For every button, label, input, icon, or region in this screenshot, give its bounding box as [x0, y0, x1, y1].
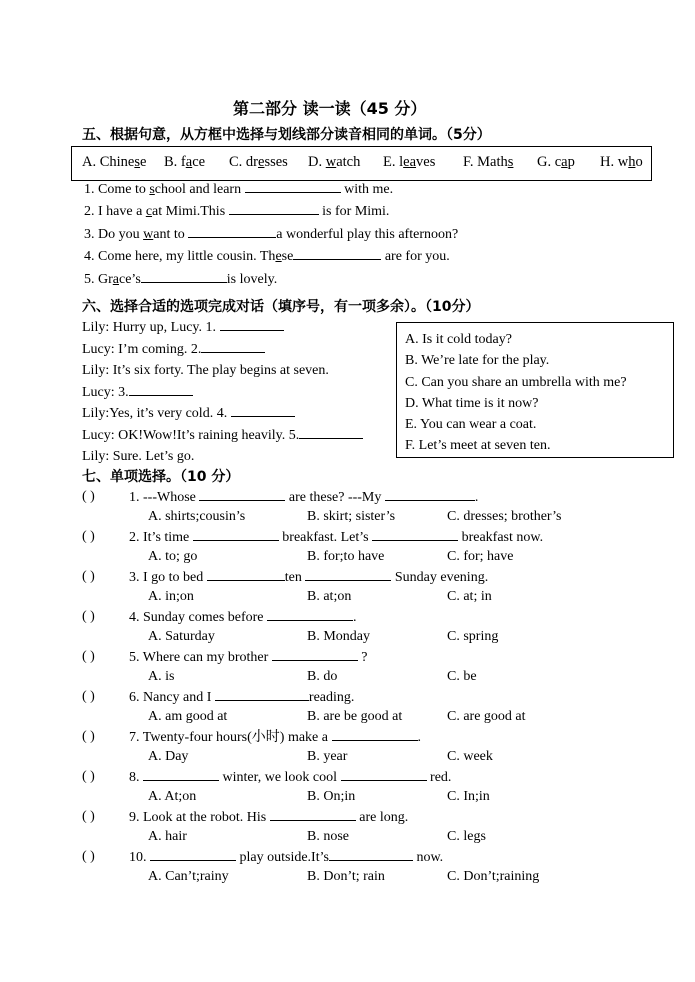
choice-option: D. What time is it now?	[405, 395, 539, 411]
item-underlined-letter: c	[145, 204, 153, 219]
option-a[interactable]: A. Saturday	[148, 629, 215, 644]
item-underlined-letter: w	[143, 227, 154, 242]
question-stem	[129, 567, 488, 588]
item-text: is for Mimi.	[318, 204, 390, 219]
question-text: now.	[412, 850, 444, 865]
question-text: 2. It’s time	[129, 530, 193, 545]
option-c[interactable]: C. legs	[447, 829, 486, 844]
choice-option: B. We’re late for the play.	[405, 353, 550, 369]
question-text: ?	[357, 650, 368, 665]
item-text: 1. Come to	[84, 182, 150, 197]
question-text: reading.	[308, 690, 355, 705]
question-text: 1. ---Whose	[129, 490, 200, 505]
answer-blank[interactable]	[372, 527, 458, 541]
option-underlined-part: a	[185, 154, 193, 170]
option-underlined-part: a	[561, 154, 568, 170]
section5-heading: 五、根据句意，从方框中选择与划线部分读音相同的单词。（5分）	[82, 127, 491, 143]
question-text: .	[474, 490, 479, 505]
question-text: red.	[426, 770, 452, 785]
option-b[interactable]: B. year	[307, 749, 348, 764]
question-stem	[129, 847, 443, 868]
answer-blank[interactable]	[129, 382, 193, 396]
dialogue-text: Lily: Sure. Let’s go.	[82, 449, 195, 464]
answer-blank[interactable]	[199, 487, 285, 501]
option-word-part: dr	[245, 154, 259, 170]
item-text: 2. I have a	[84, 204, 146, 219]
word-option	[164, 154, 205, 171]
answer-blank[interactable]	[329, 847, 413, 861]
item-text: are for you.	[381, 249, 450, 264]
item-text: a wonderful play this afternoon?	[276, 227, 459, 242]
word-option	[82, 154, 146, 171]
option-word-part: Chine	[99, 154, 135, 170]
option-b[interactable]: B. at;on	[307, 589, 352, 604]
option-a[interactable]: A. hair	[148, 829, 187, 844]
option-b[interactable]: B. On;in	[307, 789, 356, 804]
answer-blank[interactable]	[220, 317, 284, 331]
fill-in-item	[84, 246, 450, 265]
option-letter: C.	[229, 154, 246, 170]
section6-heading: 六、选择合适的选项完成对话（填序号，有一项多余）。（10分）	[82, 299, 480, 315]
item-underlined-letter: a	[112, 272, 119, 287]
item-text: is lovely.	[226, 272, 278, 287]
option-word-part: ce	[192, 154, 206, 170]
answer-paren[interactable]: ( )	[82, 729, 95, 744]
option-c[interactable]: C. be	[447, 669, 477, 684]
option-b[interactable]: B. Don’t; rain	[307, 869, 385, 884]
question-text: 5. Where can my brother	[129, 650, 272, 665]
question-text: 7. Twenty-four hours(小时) make a	[129, 730, 332, 745]
question-text: are long.	[355, 810, 409, 825]
word-option	[229, 154, 288, 171]
question-text: ten	[284, 570, 306, 585]
answer-paren[interactable]: ( )	[82, 689, 95, 704]
answer-blank[interactable]	[188, 224, 276, 238]
question-stem	[129, 767, 451, 788]
question-stem	[129, 647, 368, 668]
question-text: 9. Look at the robot. His	[129, 810, 270, 825]
word-option	[463, 154, 513, 171]
answer-blank[interactable]	[141, 269, 227, 283]
dialogue-text: Lily: Hurry up, Lucy. 1.	[82, 320, 220, 335]
option-b[interactable]: B. are be good at	[307, 709, 403, 724]
option-letter: A.	[82, 154, 100, 170]
question-text: play outside.It’s	[236, 850, 329, 865]
question-stem	[129, 687, 354, 708]
answer-paren[interactable]: ( )	[82, 769, 95, 784]
choice-option: A. Is it cold today?	[405, 332, 512, 347]
question-text: .	[353, 610, 357, 625]
option-letter: D.	[308, 154, 326, 170]
dialogue-text: Lily:Yes, it’s very cold. 4.	[82, 406, 231, 421]
answer-paren[interactable]: ( )	[82, 529, 95, 544]
answer-blank[interactable]	[267, 607, 353, 621]
word-option	[600, 154, 643, 171]
item-underlined-letter: e	[275, 249, 282, 264]
option-b[interactable]: B. nose	[307, 829, 349, 844]
fill-in-item	[84, 201, 389, 220]
option-word-part: e	[140, 154, 147, 170]
option-letter: F.	[463, 154, 478, 170]
choice-option: F. Let’s meet at seven ten.	[405, 438, 551, 454]
option-b[interactable]: B. Monday	[307, 629, 370, 644]
option-c[interactable]: C. In;in	[447, 789, 490, 804]
question-text: 3. I go to bed	[129, 570, 207, 585]
option-underlined-part: e	[258, 154, 265, 170]
dialogue-line	[82, 446, 363, 468]
dialogue-line	[82, 339, 363, 361]
answer-blank[interactable]	[299, 425, 363, 439]
question-stem	[129, 487, 478, 508]
option-word-part: f	[180, 154, 186, 170]
question-stem	[129, 727, 421, 748]
answer-blank[interactable]	[293, 246, 381, 260]
answer-paren[interactable]: ( )	[82, 809, 95, 824]
question-text: are these? ---My	[285, 490, 385, 505]
choices-list	[405, 329, 627, 457]
option-c[interactable]: C. spring	[447, 629, 499, 644]
option-word-part: atch	[336, 154, 361, 170]
section7-heading: 七、单项选择。（10 分）	[82, 469, 240, 485]
option-underlined-part: ea	[403, 154, 417, 170]
question-text: Sunday evening.	[391, 570, 489, 585]
option-underlined-part: w	[325, 154, 337, 170]
answer-paren[interactable]: ( )	[82, 489, 95, 504]
fill-in-item	[84, 224, 458, 243]
option-letter: G.	[537, 154, 555, 170]
answer-blank[interactable]	[305, 567, 391, 581]
choice-option: E. You can wear a coat.	[405, 417, 537, 433]
option-word-part: Math	[477, 154, 508, 170]
answer-paren[interactable]: ( )	[82, 609, 95, 624]
option-c[interactable]: C. at; in	[447, 589, 492, 604]
option-c[interactable]: C. for; have	[447, 549, 514, 564]
answer-blank[interactable]	[150, 847, 236, 861]
dialogue-text: Lucy: OK!Wow!It’s raining heavily. 5.	[82, 427, 300, 443]
option-a[interactable]: A. Can’t;rainy	[148, 869, 229, 884]
item-text: with me.	[340, 182, 394, 197]
question-text: breakfast now.	[458, 530, 544, 545]
option-letter: E.	[383, 154, 400, 170]
option-letter: H.	[600, 154, 618, 170]
item-text: 3. Do you	[84, 227, 144, 242]
option-word-part: ves	[416, 154, 436, 170]
option-letter: B.	[164, 154, 181, 170]
question-stem	[129, 607, 357, 628]
question-stem	[129, 807, 408, 828]
answer-paren[interactable]: ( )	[82, 649, 95, 664]
option-c[interactable]: C. are good at	[447, 709, 526, 724]
dialogue-text: Lucy: 3.	[82, 384, 129, 400]
item-text: at Mimi.This	[152, 204, 229, 219]
answer-blank[interactable]	[385, 487, 475, 501]
option-word-part: p	[567, 154, 575, 170]
answer-blank[interactable]	[201, 339, 265, 353]
choice-option: C. Can you share an umbrella with me?	[405, 374, 627, 390]
option-a[interactable]: A. am good at	[148, 709, 228, 724]
question-text: 8.	[129, 770, 143, 785]
answer-blank[interactable]	[193, 527, 279, 541]
page-title: 第二部分 读一读（45 分）	[233, 99, 427, 118]
option-b[interactable]: B. do	[307, 669, 338, 684]
question-text: breakfast. Let’s	[278, 530, 373, 545]
dialogue-line	[82, 425, 363, 447]
answer-blank[interactable]	[272, 647, 358, 661]
option-underlined-part: s	[134, 154, 141, 170]
option-a[interactable]: A. At;on	[148, 789, 197, 804]
option-b[interactable]: B. skirt; sister’s	[307, 509, 396, 524]
answer-blank[interactable]	[332, 727, 418, 741]
item-text: 5. Gr	[84, 272, 113, 287]
option-c[interactable]: C. dresses; brother’s	[447, 509, 562, 524]
question-text: .	[417, 730, 421, 745]
dialogue-line	[82, 360, 363, 382]
answer-paren[interactable]: ( )	[82, 569, 95, 584]
option-word-part: o	[635, 154, 643, 170]
option-a[interactable]: A. to; go	[148, 549, 198, 564]
option-word-part: l	[399, 154, 404, 170]
answer-blank[interactable]	[231, 403, 295, 417]
option-word-part: c	[554, 154, 562, 170]
item-text: ant to	[153, 227, 189, 242]
question-text: 6. Nancy and I	[129, 690, 215, 705]
item-text: se	[281, 249, 294, 264]
option-underlined-part: h	[628, 154, 636, 170]
dialogue-text: Lily: It’s six forty. The play begins at seven.	[82, 363, 329, 378]
option-word-part: sses	[264, 154, 288, 170]
answer-blank[interactable]	[245, 179, 341, 193]
word-option	[537, 154, 575, 171]
dialogue-line	[82, 382, 363, 404]
question-stem	[129, 527, 543, 548]
dialogue-line	[82, 317, 363, 339]
item-underlined-letter: s	[149, 182, 155, 197]
option-c[interactable]: C. week	[447, 749, 493, 764]
option-c[interactable]: C. Don’t;raining	[447, 869, 540, 884]
option-a[interactable]: A. Day	[148, 749, 189, 764]
answer-blank[interactable]	[341, 767, 427, 781]
option-a[interactable]: A. is	[148, 669, 175, 684]
option-underlined-part: s	[507, 154, 514, 170]
dialogue-line	[82, 403, 363, 425]
question-text: 10.	[129, 850, 150, 865]
answer-blank[interactable]	[143, 767, 219, 781]
item-text: chool and learn	[154, 182, 245, 197]
fill-in-item	[84, 269, 277, 288]
answer-paren[interactable]: ( )	[82, 849, 95, 864]
answer-blank[interactable]	[207, 567, 285, 581]
option-word-part: w	[617, 154, 629, 170]
option-a[interactable]: A. in;on	[148, 589, 194, 604]
answer-blank[interactable]	[215, 687, 309, 701]
dialogue-text: Lucy: I’m coming. 2.	[82, 341, 202, 357]
dialogue	[82, 317, 363, 468]
answer-blank[interactable]	[270, 807, 356, 821]
item-text: ce’s	[119, 272, 141, 287]
word-option	[308, 154, 360, 171]
item-text: 4. Come here, my little cousin. Th	[84, 249, 276, 264]
question-text: 4. Sunday comes before	[129, 610, 268, 625]
word-option	[383, 154, 435, 171]
option-a[interactable]: A. shirts;cousin’s	[148, 509, 246, 524]
option-b[interactable]: B. for;to have	[307, 549, 385, 564]
answer-blank[interactable]	[229, 201, 319, 215]
question-text: winter, we look cool	[219, 770, 341, 785]
fill-in-item	[84, 179, 393, 198]
